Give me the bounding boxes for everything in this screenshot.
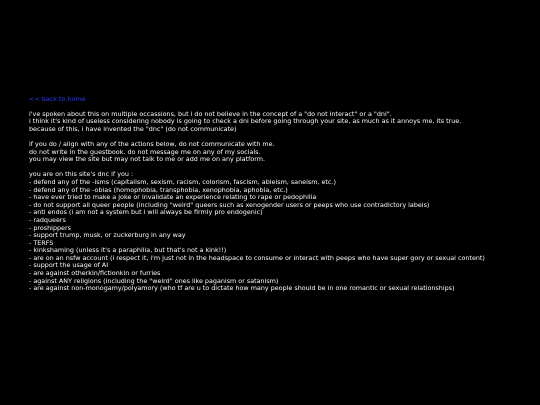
back-to-home-link[interactable]: << back to home <box>29 95 86 103</box>
intro-line: i've spoken about this on multiple occassions, but i do not believe in the concept of a "do not interact" or a "dni". <box>29 109 392 118</box>
dnc-list-item: - support trump, musk, or zuckerburg in any way <box>29 231 186 240</box>
dnc-list-item: - anti endos (i am not a system but i will always be firmly pro endogenic) <box>29 208 263 217</box>
intro-line: i think it's kind of useless considering nobody is going to check a dni before going through your site, as much as it annoys me, its true. <box>29 117 462 126</box>
dnc-list-item: - are on an nsfw account (i respect it, i'm just not in the headspace to consume or interact with peeps who have super gory or sexual content) <box>29 253 485 262</box>
dnc-section <box>29 171 534 293</box>
dnc-list-item: - support the usage of AI <box>29 261 109 270</box>
intro-paragraph <box>29 111 534 134</box>
dnc-list-item: - have ever tried to make a joke or invalidate an experience relating to rape or pedophilia <box>29 193 317 202</box>
rules-line: you may view the site but may not talk to me or add me on any platform. <box>29 155 266 164</box>
dnc-list-item: - kinkshaming (unless it's a paraphilia, but that's not a kink!!) <box>29 246 227 255</box>
intro-line: because of this, i have invented the "dnc" (do not communicate) <box>29 124 237 133</box>
dnc-list-item: - radqueers <box>29 215 66 224</box>
rules-line: if you do / align with any of the actions below, do not communicate with me. <box>29 139 275 148</box>
dnc-list-item: - defend any of the -obias (homophobia, transphobia, xenophobia, aphobia, etc.) <box>29 185 288 194</box>
dnc-list-item: - against ANY religions (including the "weird" ones like paganism or satanism) <box>29 276 279 285</box>
page-content <box>29 96 534 300</box>
dnc-list-item: - do not support all queer people (including "weird" queers such as xenogender users or peeps who use contradictory labels) <box>29 200 430 209</box>
dnc-list-item: - TERFS <box>29 238 54 247</box>
rules-paragraph <box>29 141 534 164</box>
dnc-list-item: - proshippers <box>29 223 71 232</box>
dnc-list-item: - defend any of the -isms (capitalism, sexism, racism, colorism, fascism, ableism, saneism, etc.) <box>29 177 336 186</box>
dnc-list-item: - are against non-monogamy/polyamory (who tf are u to dictate how many people should be in one romantic or sexual relationships) <box>29 284 455 293</box>
dnc-heading: you are on this site's dnc if you : <box>29 170 134 179</box>
dnc-list-item: - are against otherkin/fictionkin or furries <box>29 269 161 278</box>
rules-line: do not write in the guestbook. do not message me on any of my socials. <box>29 147 261 156</box>
